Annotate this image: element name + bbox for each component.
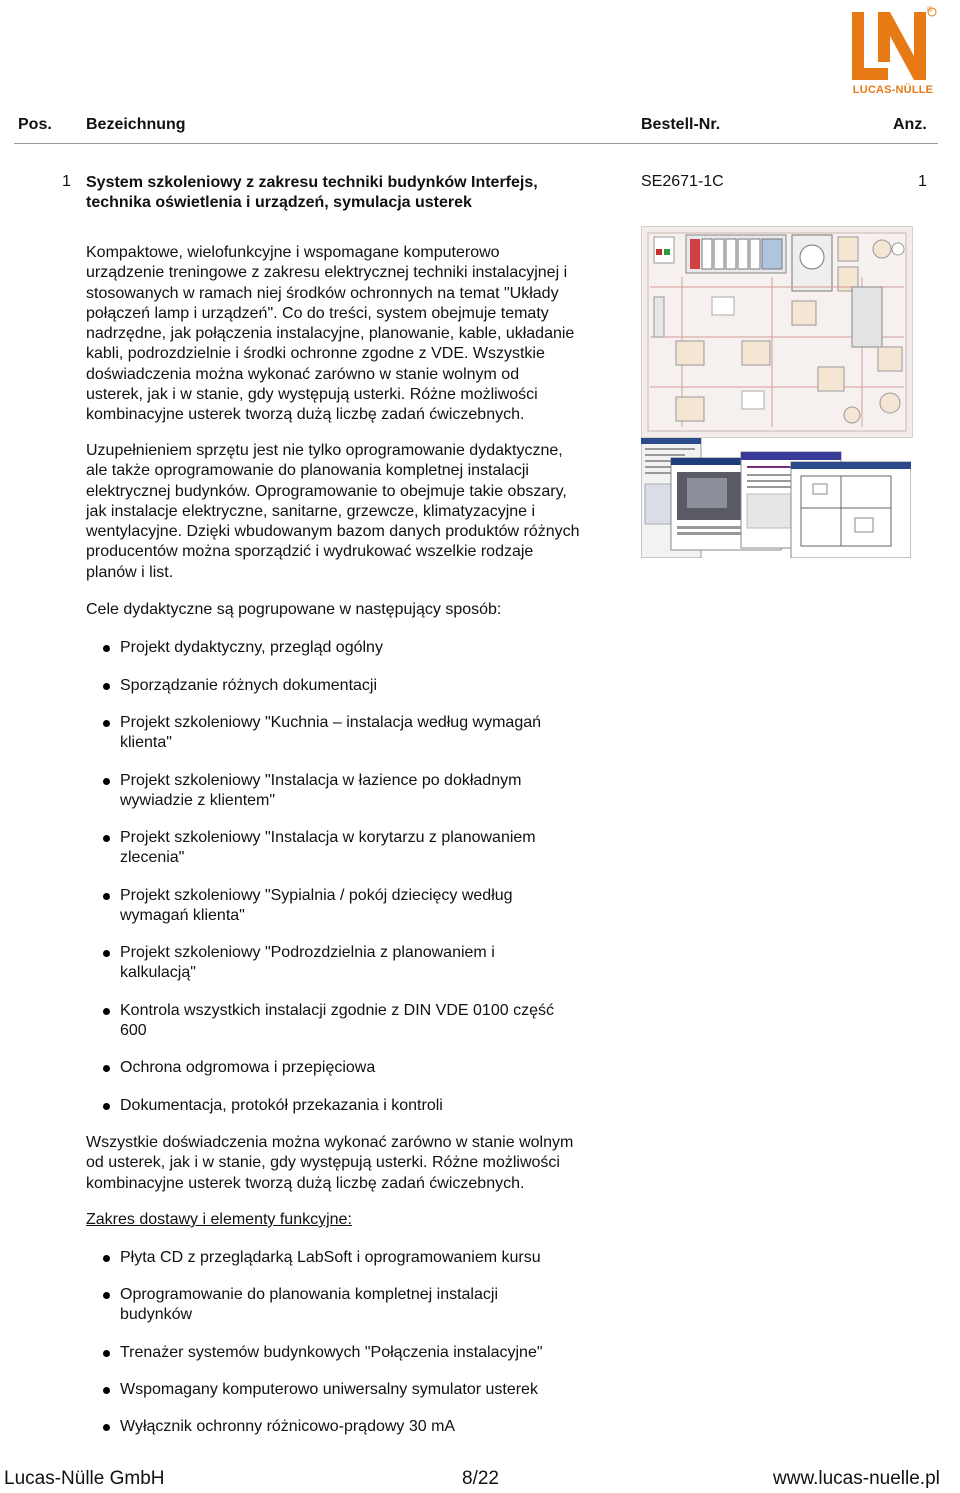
- description-paragraph-2: [86, 441, 636, 583]
- list-item: [120, 1248, 630, 1268]
- list-item-text: 600: [120, 1022, 147, 1039]
- col-bezeichnung-header: Bezeichnung: [86, 116, 186, 133]
- header-divider: [14, 143, 938, 144]
- text-line: Wszystkie doświadczenia można wykonać zarówno w stanie wolnym: [86, 1134, 574, 1151]
- text-line: urządzenie treningowe z zakresu elektrycznej techniki instalacyjnej i: [86, 264, 568, 282]
- list-item-text: Projekt szkoleniowy "Instalacja w korytarzu z planowaniem: [120, 829, 536, 846]
- training-board-photo: [641, 226, 913, 438]
- list-item-text: Trenażer systemów budynkowych "Połączenia instalacyjne": [120, 1344, 543, 1361]
- col-anz-header: Anz.: [893, 116, 927, 133]
- list-item-text: Wspomagany komputerowo uniwersalny symulator usterek: [120, 1381, 538, 1398]
- list-item: [120, 886, 630, 926]
- footer-website-link[interactable]: www.lucas-nuelle.pl: [773, 1468, 940, 1489]
- list-item-text: Kontrola wszystkich instalacji zgodnie z DIN VDE 0100 część: [120, 1002, 554, 1019]
- list-item-text: Oprogramowanie do planowania kompletnej instalacji: [120, 1286, 498, 1303]
- bullet-icon: [103, 1387, 110, 1394]
- text-line: kombinacyjne usterek tworzą dużą liczbę zadań ćwiczebnych.: [86, 1174, 525, 1192]
- list-item-text: Projekt szkoleniowy "Podrozdzielnia z planowaniem i: [120, 944, 495, 961]
- text-line: Uzupełnieniem sprzętu jest nie tylko oprogramowanie dydaktyczne,: [86, 442, 563, 459]
- list-item: [120, 713, 630, 753]
- list-item: [120, 1096, 630, 1116]
- text-line: Kompaktowe, wielofunkcyjne i wspomagane komputerowo: [86, 244, 500, 261]
- list-item: [120, 1343, 630, 1363]
- footer-company: Lucas-Nülle GmbH: [4, 1468, 165, 1489]
- bullet-icon: [103, 645, 110, 652]
- list-item: [120, 638, 630, 658]
- bullet-icon: [103, 683, 110, 690]
- bullet-icon: [103, 1103, 110, 1110]
- item-order-number: SE2671-1C: [641, 173, 724, 190]
- list-item-text: wymagań klienta": [120, 907, 245, 924]
- text-line: jak instalacje elektryczne, sanitarne, grzewcze, klimatyzacyjne i: [86, 502, 536, 520]
- list-item: [120, 943, 630, 983]
- bullet-icon: [103, 1255, 110, 1262]
- text-line: elektrycznej budynków. Oprogramowanie to obejmuje takie obszary,: [86, 482, 567, 500]
- text-line: od usterek, jak i w stanie, gdy występują usterki. Różne możliwości: [86, 1154, 560, 1172]
- col-pos-header: Pos.: [18, 116, 52, 133]
- text-line: ale także oprogramowanie do planowania kompletnej instalacji: [86, 462, 529, 480]
- list-item-text: wywiadzie z klientem": [120, 792, 276, 809]
- list-item: [120, 828, 630, 868]
- list-item-text: Płyta CD z przeglądarką LabSoft i oprogramowaniem kursu: [120, 1249, 541, 1266]
- footer-page-number: 8/22: [462, 1468, 499, 1489]
- list-item-text: klienta": [120, 734, 172, 751]
- item-quantity: 1: [918, 173, 927, 190]
- list-item-text: zlecenia": [120, 849, 185, 866]
- item-title-line: System szkoleniowy z zakresu techniki budynków Interfejs,: [86, 174, 538, 191]
- bullet-icon: [103, 893, 110, 900]
- list-item-text: Projekt dydaktyczny, przegląd ogólny: [120, 639, 383, 656]
- list-item: [120, 1380, 630, 1400]
- list-item: [120, 771, 630, 811]
- bullet-icon: [103, 1292, 110, 1299]
- list-item: [120, 1285, 630, 1325]
- list-item: [120, 1001, 630, 1041]
- list-item-text: budynków: [120, 1306, 193, 1323]
- goals-intro: Cele dydaktyczne są pogrupowane w następujący sposób:: [86, 601, 502, 618]
- logo-text: LUCAS-NÜLLE: [852, 84, 934, 96]
- scope-heading: Zakres dostawy i elementy funkcyjne:: [86, 1211, 352, 1228]
- bullet-icon: [103, 1008, 110, 1015]
- list-item-text: Wyłącznik ochronny różnicowo-prądowy 30 mA: [120, 1418, 456, 1435]
- logo-registered: ®: [927, 5, 933, 14]
- item-title-line: technika oświetlenia i urządzeń, symulacja usterek: [86, 194, 472, 211]
- description-paragraph-3: [86, 1133, 646, 1194]
- list-item: [120, 1058, 630, 1078]
- list-item-text: kalkulacją": [120, 964, 196, 981]
- text-line: planów i list.: [86, 563, 174, 581]
- text-line: wentylacyjne. Dzięki wbudowanym bazom danych produktów różnych: [86, 523, 580, 541]
- software-screenshots-photo: [641, 438, 911, 558]
- list-item-text: Sporządzanie różnych dokumentacji: [120, 677, 378, 694]
- bullet-icon: [103, 1424, 110, 1431]
- text-line: doświadczenia można wykonać zarówno w stanie wolnym od: [86, 365, 520, 383]
- list-item-text: Projekt szkoleniowy "Sypialnia / pokój dziecięcy według: [120, 887, 513, 904]
- bullet-icon: [103, 778, 110, 785]
- text-line: producentów można sporządzić i wydrukować wszelkie rodzaje: [86, 543, 534, 561]
- list-item-text: Projekt szkoleniowy "Instalacja w łazience po dokładnym: [120, 772, 522, 789]
- bullet-icon: [103, 720, 110, 727]
- list-item: [120, 1417, 630, 1437]
- company-logo: [848, 6, 938, 98]
- item-pos: 1: [62, 173, 71, 190]
- description-paragraph-1: [86, 243, 636, 426]
- text-line: usterek, jak i w stanie, gdy występują usterki. Różne możliwości: [86, 386, 538, 404]
- list-item-text: Ochrona odgromowa i przepięciowa: [120, 1059, 376, 1076]
- bullet-icon: [103, 1065, 110, 1072]
- text-line: połączeń lamp i urządzeń". Co do treści, system obejmuje tematy: [86, 304, 549, 322]
- item-title: [86, 173, 538, 213]
- list-item: [120, 676, 630, 696]
- text-line: kabli, podrozdzielnie i środki ochronne zgodne z VDE. Wszystkie: [86, 345, 545, 363]
- bullet-icon: [103, 1350, 110, 1357]
- text-line: nadrzędne, jak połączenia instalacyjne, planowanie, kable, układanie: [86, 325, 575, 343]
- col-bestell-header: Bestell-Nr.: [641, 116, 721, 133]
- list-item-text: Dokumentacja, protokół przekazania i kontroli: [120, 1097, 443, 1114]
- bullet-icon: [103, 835, 110, 842]
- text-line: stosowanych w ramach niej środków ochronnych na temat "Układy: [86, 284, 559, 302]
- bullet-icon: [103, 950, 110, 957]
- list-item-text: Projekt szkoleniowy "Kuchnia – instalacja według wymagań: [120, 714, 542, 731]
- text-line: kombinacyjne usterek tworzą dużą liczbę zadań ćwiczebnych.: [86, 406, 525, 424]
